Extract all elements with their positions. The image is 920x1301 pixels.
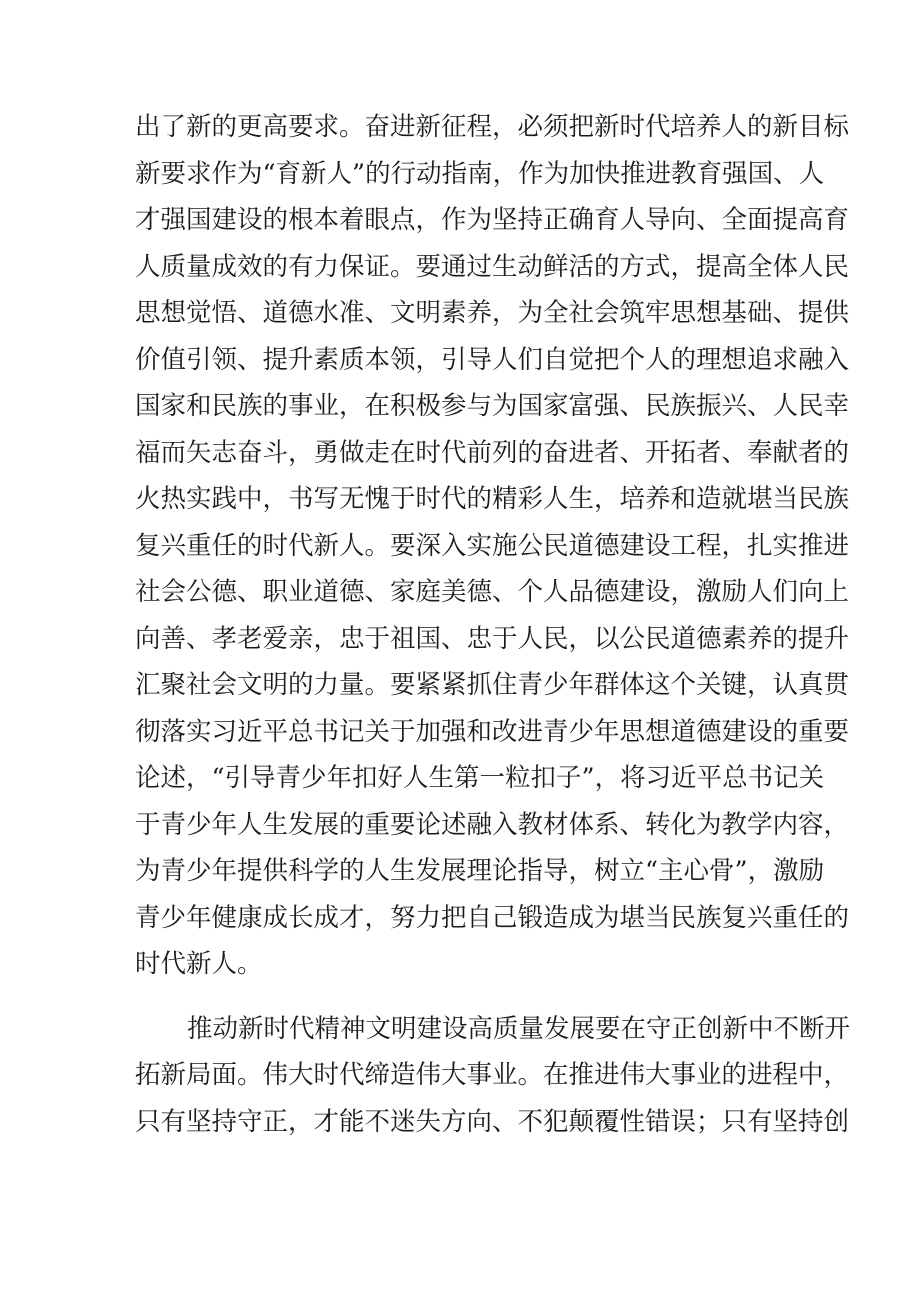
- paragraph-2: [135, 1006, 851, 1146]
- text-line: 才强国建设的根本着眼点，作为坚持正确育人导向、全面提高育: [135, 205, 850, 235]
- text-line: 时代新人。: [135, 949, 263, 979]
- text-line: 福而矢志奋斗，勇做走在时代前列的奋进者、开拓者、奉献者的: [135, 437, 850, 468]
- text-line: 思想觉悟、道德水准、文明素养，为全社会筑牢思想基础、提供: [135, 298, 850, 328]
- text-line: 向善、孝老爱亲，忠于祖国、忠于人民，以公民道德素养的提升: [135, 623, 850, 654]
- text-line: 新要求作为“育新人”的行动指南，作为加快推进教育强国、人: [135, 158, 825, 189]
- text-line: 出了新的更高要求。奋进新征程，必须把新时代培养人的新目标: [135, 112, 850, 142]
- text-line: 价值引领、提升素质本领，引导人们自觉把个人的理想追求融入: [135, 344, 850, 375]
- text-line: 复兴重任的时代新人。要深入实施公民道德建设工程，扎实推进: [135, 530, 850, 561]
- text-line: 拓新局面。伟大时代缔造伟大事业。在推进伟大事业的进程中，: [135, 1060, 850, 1090]
- text-line: 人质量成效的有力保证。要通过生动鲜活的方式，提高全体人民: [135, 251, 850, 282]
- text-line: 火热实践中，书写无愧于时代的精彩人生，培养和造就堪当民族: [135, 484, 850, 514]
- text-line: 只有坚持守正，才能不迷失方向、不犯颠覆性错误；只有坚持创: [135, 1106, 850, 1137]
- text-line: 于青少年人生发展的重要论述融入教材体系、转化为教学内容，: [135, 809, 850, 840]
- text-line: 彻落实习近平总书记关于加强和改进青少年思想道德建设的重要: [135, 716, 850, 747]
- text-line: 国家和民族的事业，在积极参与为国家富强、民族振兴、人民幸: [135, 391, 850, 421]
- text-line: 为青少年提供科学的人生发展理论指导，树立“主心骨”，激励: [135, 856, 825, 886]
- paragraph-1: [135, 104, 850, 988]
- text-line: 推动新时代精神文明建设高质量发展要在守正创新中不断开: [187, 1013, 851, 1044]
- text-line: 青少年健康成长成才，努力把自己锻造成为堪当民族复兴重任的: [135, 902, 850, 933]
- document-page: [135, 104, 851, 1145]
- paragraph-gap: [135, 988, 789, 1006]
- text-line: 论述，“引导青少年扣好人生第一粒扣子”，将习近平总书记关: [135, 763, 825, 793]
- text-line: 社会公德、职业道德、家庭美德、个人品德建设，激励人们向上: [135, 577, 850, 607]
- text-line: 汇聚社会文明的力量。要紧紧抓住青少年群体这个关键，认真贯: [135, 670, 850, 700]
